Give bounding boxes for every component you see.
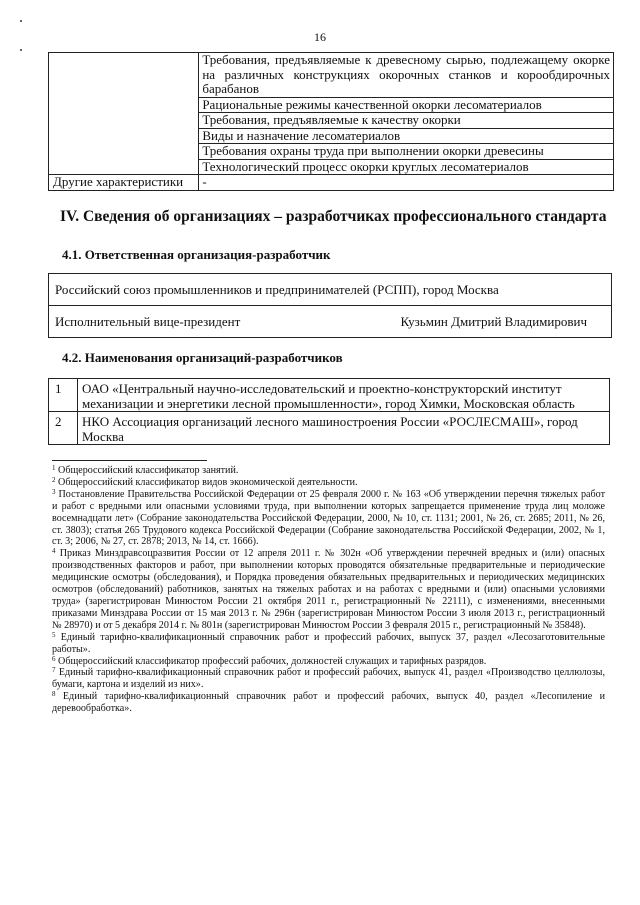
org-name: НКО Ассоциация организаций лесного машиностроения России «РОСЛЕСМАШ», город Москва: [78, 412, 610, 445]
footnote: [52, 548, 605, 631]
responsible-org-box: [48, 273, 612, 338]
table-cell-label: Другие характеристики: [49, 175, 199, 191]
developers-table: [48, 378, 610, 445]
table-cell: Виды и назначение лесоматериалов: [199, 128, 614, 144]
footnote-text: Единый тарифно-квалификационный справочник работ и профессий рабочих, выпуск 40, раздел «Лесопиление и деревообработка».: [52, 691, 605, 715]
footnotes: [52, 465, 605, 715]
footnote: [52, 667, 605, 691]
responsible-org-row: [49, 274, 611, 305]
footnote-mark: 4: [52, 547, 56, 556]
table-cell: -: [199, 175, 614, 191]
scan-speck: [20, 20, 22, 22]
footnote-mark: 6: [52, 654, 56, 663]
signatory-position: Исполнительный вице-президент: [55, 314, 241, 329]
page-number: 16: [314, 30, 326, 44]
table-row: [49, 379, 610, 412]
footnote: [52, 691, 605, 715]
footnote-text: Общероссийский классификатор видов экономической деятельности.: [58, 476, 358, 488]
table-row: [49, 175, 614, 191]
footnote-text: Постановление Правительства Российской Федерации от 25 февраля 2000 г. № 163 «Об утверждении перечня тяжелых работ и работ с вредными или опасными условиями труда, при выполнении которых запрещается применение труда лиц моложе восемнадцати лет» (Собрание законодательства Российской Федерации, 2000, № 10, ст. 1131; 2001, № 26, ст. 2685; 2011, № 26, ст. 3803); статья 265 Трудового кодекса Российской Федерации (Собрание законодательства Российской Федерации, 2002, № 1, ст. 3; 2006, № 27, ст. 2878; 2013, № 14, ст. 1666).: [52, 488, 605, 548]
footnote-separator: [52, 460, 207, 461]
footnote-mark: 5: [52, 630, 56, 639]
responsible-heading: 4.1. Ответственная организация-разработчик: [62, 247, 331, 262]
responsible-signatory-row: [49, 305, 611, 337]
section-title: IV. Сведения об организациях – разработчиках профессионального стандарта: [60, 208, 607, 225]
footnote: [52, 465, 605, 477]
table-row: [49, 53, 614, 98]
footnote-mark: 7: [52, 666, 56, 675]
scan-speck: [20, 49, 22, 51]
table-cell-empty: [49, 53, 199, 175]
footnote-text: Приказ Минздравсоцразвития России от 12 апреля 2011 г. № 302н «Об утверждении перечней вредных и (или) опасных производственных факторов и работ, при выполнении которых проводятся обязательные предварительные и периодические медицинские осмотры (обследования), и Порядка проведения обязательных предварительных и периодических медицинских осмотров (обследований) работников, занятых на тяжелых работах и на работах с вредными и (или) опасными условиями труда» (зарегистрирован Минюстом России 21 октября 2011 г., регистрационный № 22111), с изменениями, внесенными приказами Минздрава России от 15 мая 2013 г. № 296н (зарегистрирован Минюстом России 3 июля 2013 г., регистрационный № 28970) и от 5 декабря 2014 г. № 801н (зарегистрирован Минюстом России 3 февраля 2015 г., регистрационный № 35848).: [52, 548, 605, 631]
footnote-mark: 3: [52, 487, 56, 496]
footnote-text: Общероссийский классификатор занятий.: [58, 465, 239, 476]
org-name: ОАО «Центральный научно-исследовательский и проектно-конструкторский институт механизации и энергетики лесной промышленности», город Химки, Московская область: [78, 379, 610, 412]
footnote: [52, 656, 605, 668]
table-cell: Технологический процесс окорки круглых лесоматериалов: [199, 159, 614, 175]
row-number: 1: [49, 379, 78, 412]
footnote-text: Единый тарифно-квалификационный справочник работ и профессий рабочих, выпуск 41, раздел «Производство целлюлозы, бумаги, картона и изделий из них».: [52, 667, 605, 691]
table-cell: Требования, предъявляемые к качеству окорки: [199, 113, 614, 129]
developers-heading: 4.2. Наименования организаций-разработчиков: [62, 350, 343, 365]
footnote: [52, 632, 605, 656]
footnote-text: Общероссийский классификатор профессий рабочих, должностей служащих и тарифных разрядов.: [58, 655, 487, 667]
footnote-text: Единый тарифно-квалификационный справочник работ и профессий рабочих, выпуск 37, раздел «Лесозаготовительные работы».: [52, 631, 605, 655]
footnote-mark: 2: [52, 475, 56, 484]
table-cell: Рациональные режимы качественной окорки лесоматериалов: [199, 97, 614, 113]
footnote-mark: 1: [52, 464, 56, 472]
footnote: [52, 477, 605, 489]
row-number: 2: [49, 412, 78, 445]
footnote: [52, 489, 605, 549]
knowledge-table: [48, 52, 614, 191]
table-cell: Требования охраны труда при выполнении окорки древесины: [199, 144, 614, 160]
signatory-name: Кузьмин Дмитрий Владимирович: [400, 314, 587, 329]
table-row: [49, 412, 610, 445]
responsible-org-name: Российский союз промышленников и предпринимателей (РСПП), город Москва: [55, 282, 499, 297]
footnote-mark: 8: [52, 690, 56, 699]
table-cell: Требования, предъявляемые к древесному сырью, подлежащему окорке на различных конструкциях окорочных станков и корообдирочных барабанов: [199, 53, 614, 98]
